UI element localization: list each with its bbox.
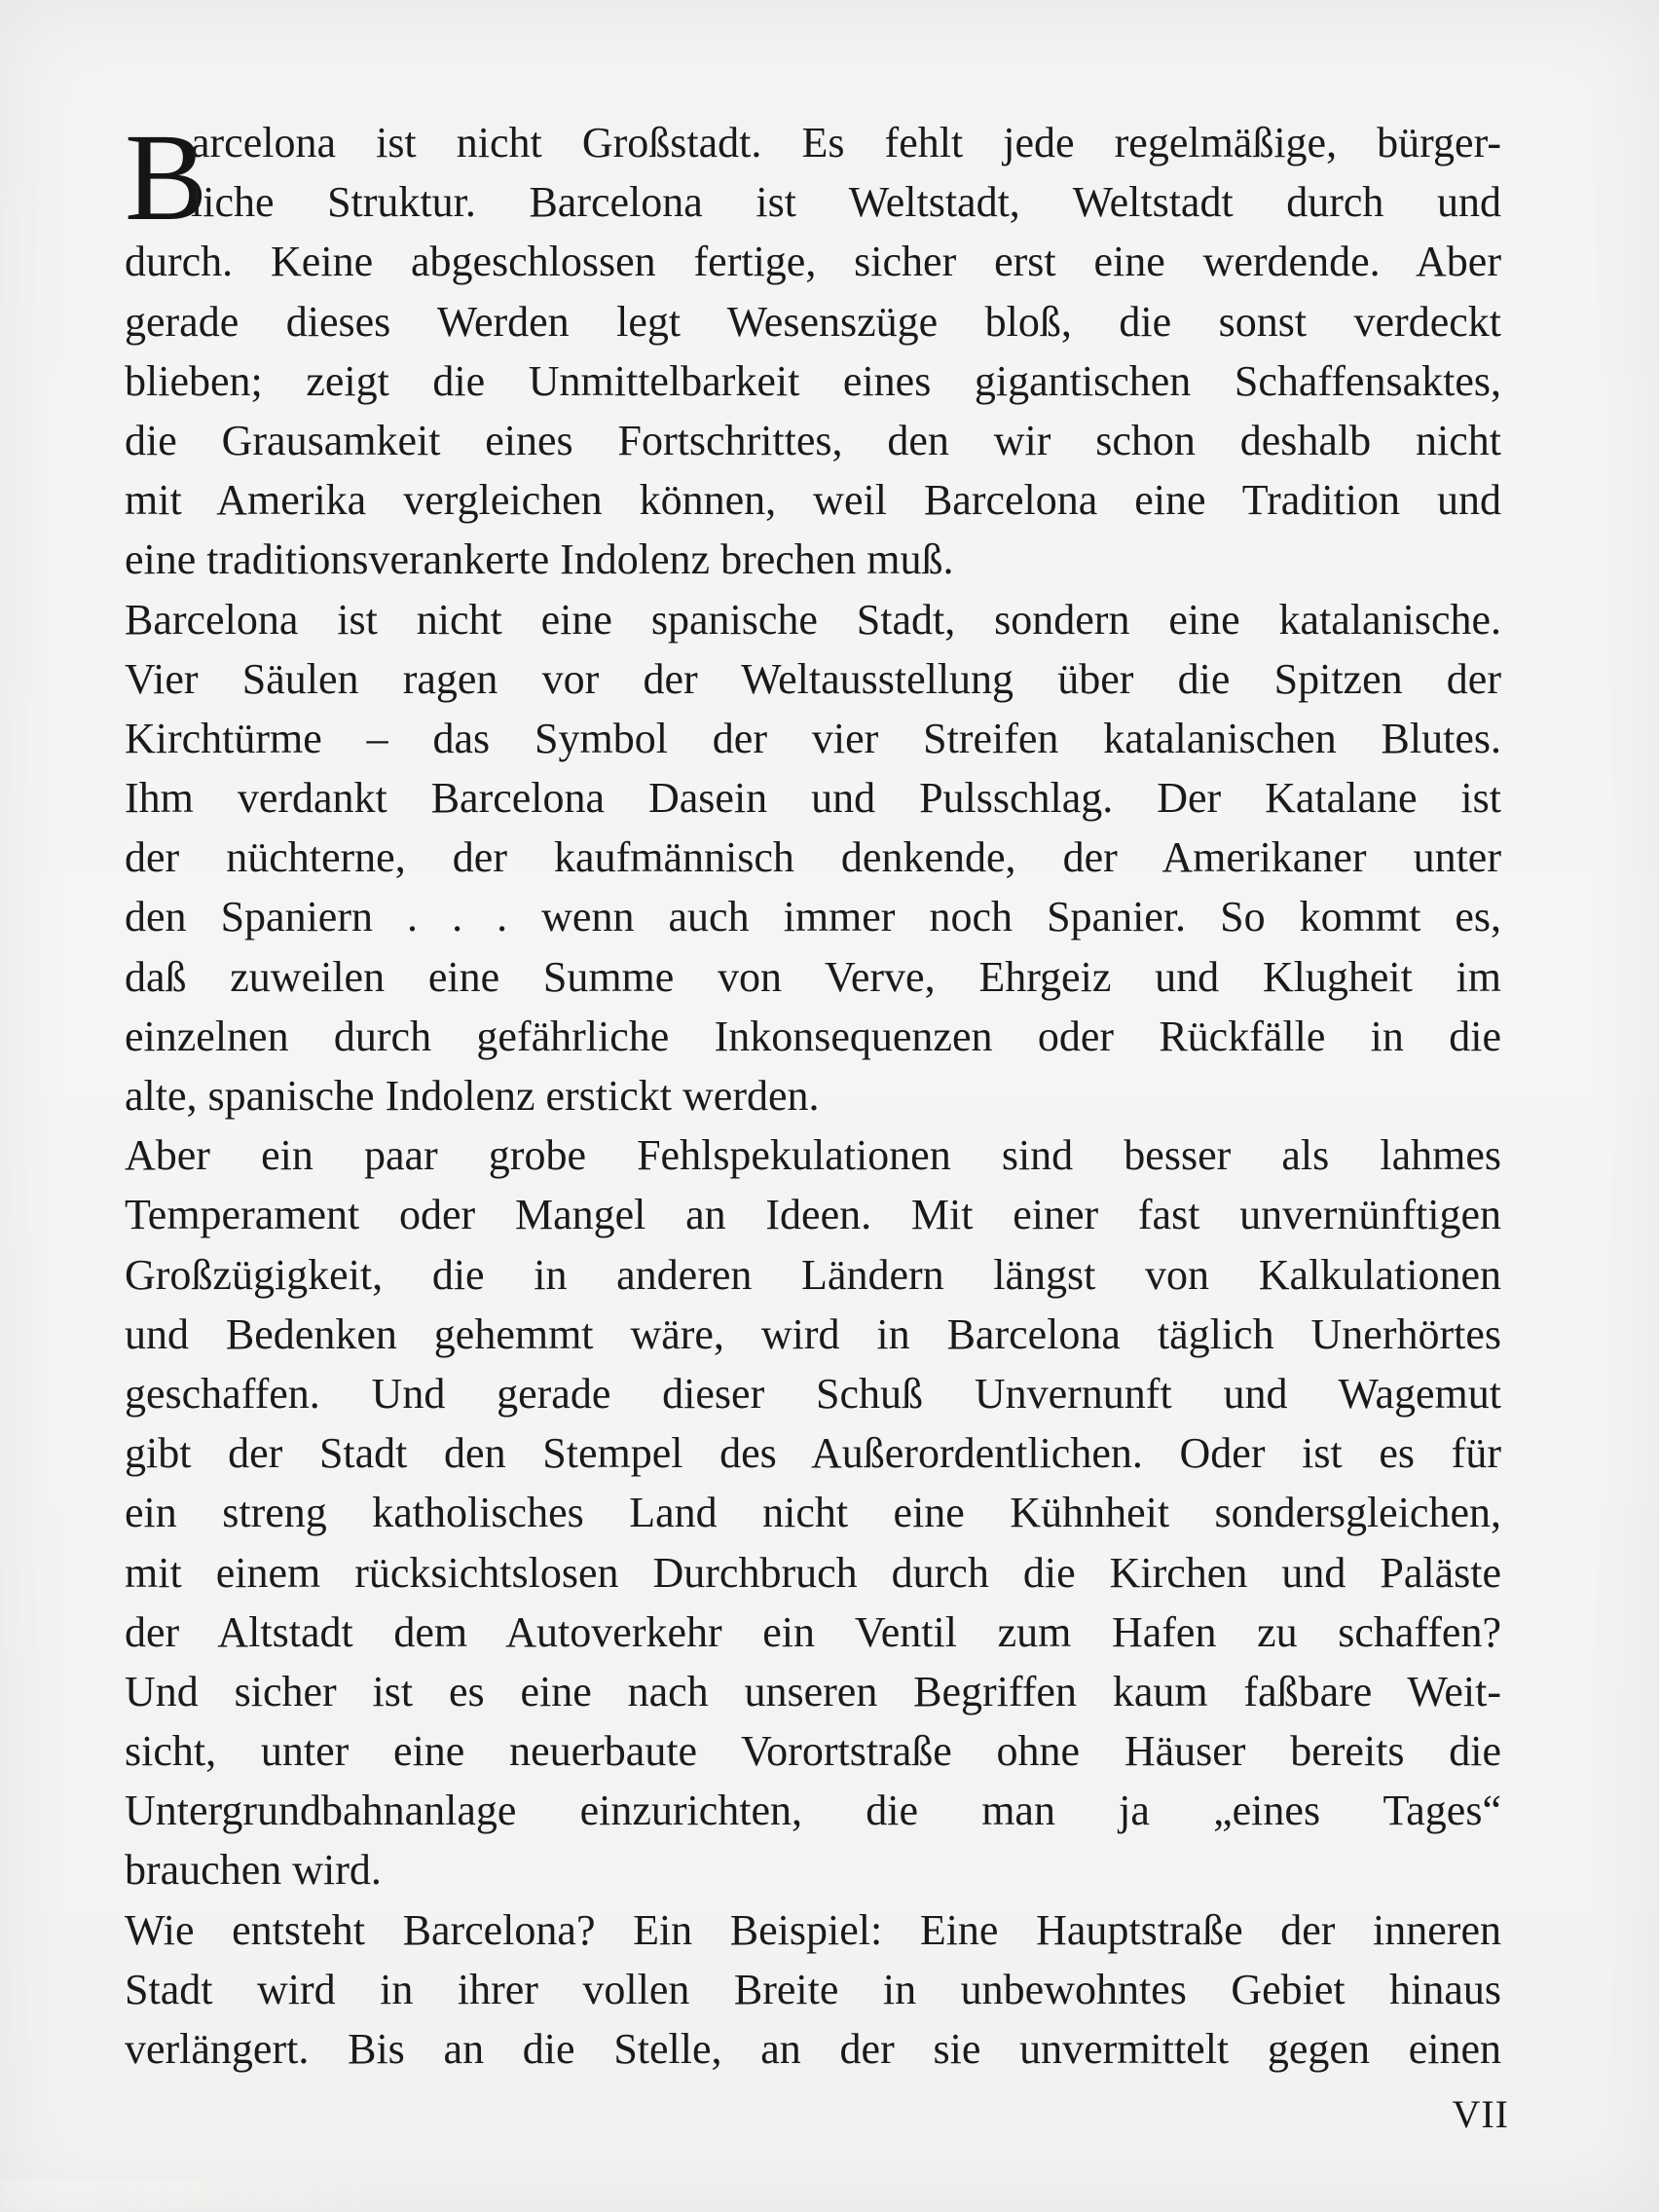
- paragraph: [125, 108, 1501, 590]
- paragraph: [125, 590, 1501, 1126]
- text-line: Kirchtürme – das Symbol der vier Streifen katalanischen Blutes.: [125, 714, 1501, 762]
- body-text: [125, 108, 1501, 2079]
- text-line: sicht, unter eine neuerbaute Vorortstraße ohne Häuser bereits die: [125, 1727, 1501, 1776]
- text-line: der Altstadt dem Autoverkehr ein Ventil zum Hafen zu schaffen?: [125, 1607, 1501, 1656]
- text-line: Und sicher ist es eine nach unseren Begriffen kaum faßbare Weit-: [125, 1667, 1501, 1715]
- text-line: daß zuweilen eine Summe von Verve, Ehrgeiz und Klugheit im: [125, 952, 1501, 1001]
- paragraph: [125, 1900, 1501, 2080]
- text-line: brauchen wird.: [125, 1846, 382, 1895]
- text-line: geschaffen. Und gerade dieser Schuß Unvernunft und Wagemut: [125, 1369, 1501, 1418]
- text-line: liche Struktur. Barcelona ist Weltstadt, Weltstadt durch und: [191, 178, 1501, 227]
- text-line: blieben; zeigt die Unmittelbarkeit eines gigantischen Schaffensaktes,: [125, 356, 1501, 405]
- text-line: Temperament oder Mangel an Ideen. Mit einer fast unvernünftigen: [125, 1191, 1501, 1239]
- text-line: den Spaniern . . . wenn auch immer noch Spanier. So kommt es,: [125, 893, 1501, 941]
- watermark-band: [0, 2179, 370, 2212]
- paragraph: [125, 1125, 1501, 1899]
- text-line: ein streng katholisches Land nicht eine Kühnheit sondersgleichen,: [125, 1489, 1501, 1537]
- text-line: Ihm verdankt Barcelona Dasein und Pulsschlag. Der Katalane ist: [125, 774, 1501, 823]
- text-line: eine traditionsverankerte Indolenz brechen muß.: [125, 535, 954, 584]
- text-line: mit einem rücksichtslosen Durchbruch durch die Kirchen und Paläste: [125, 1548, 1501, 1597]
- drop-cap: B: [125, 108, 208, 246]
- text-line: durch. Keine abgeschlossen fertige, sicher erst eine werdende. Aber: [125, 238, 1501, 286]
- text-line: Barcelona ist nicht eine spanische Stadt, sondern eine katalanische.: [125, 595, 1501, 644]
- text-line: Wie entsteht Barcelona? Ein Beispiel: Eine Hauptstraße der inneren: [125, 1905, 1501, 1954]
- text-line: die Grausamkeit eines Fortschrittes, den wir schon deshalb nicht: [125, 416, 1501, 464]
- page-number: VII: [1452, 2092, 1509, 2136]
- text-line: verlängert. Bis an die Stelle, an der sie unvermittelt gegen einen: [125, 2025, 1501, 2073]
- text-line: mit Amerika vergleichen können, weil Barcelona eine Tradition und: [125, 476, 1501, 525]
- text-line: einzelnen durch gefährliche Inkonsequenzen oder Rückfälle in die: [125, 1012, 1501, 1060]
- text-line: gerade dieses Werden legt Wesenszüge bloß, die sonst verdeckt: [125, 297, 1501, 346]
- text-line: Aber ein paar grobe Fehlspekulationen sind besser als lahmes: [125, 1131, 1501, 1180]
- text-line: Untergrundbahnanlage einzurichten, die man ja „eines Tages“: [125, 1787, 1501, 1835]
- text-line: Vier Säulen ragen vor der Weltausstellung über die Spitzen der: [125, 654, 1501, 703]
- text-line: gibt der Stadt den Stempel des Außerordentlichen. Oder ist es für: [125, 1429, 1501, 1478]
- text-line: alte, spanische Indolenz erstickt werden.: [125, 1072, 820, 1120]
- text-line: Großzügigkeit, die in anderen Ländern längst von Kalkulationen: [125, 1250, 1501, 1299]
- text-line: Stadt wird in ihrer vollen Breite in unbewohntes Gebiet hinaus: [125, 1965, 1501, 2013]
- text-line: arcelona ist nicht Großstadt. Es fehlt jede regelmäßige, bürger-: [191, 119, 1501, 166]
- text-line: der nüchterne, der kaufmännisch denkende, der Amerikaner unter: [125, 833, 1501, 882]
- text-line: und Bedenken gehemmt wäre, wird in Barcelona täglich Unerhörtes: [125, 1309, 1501, 1358]
